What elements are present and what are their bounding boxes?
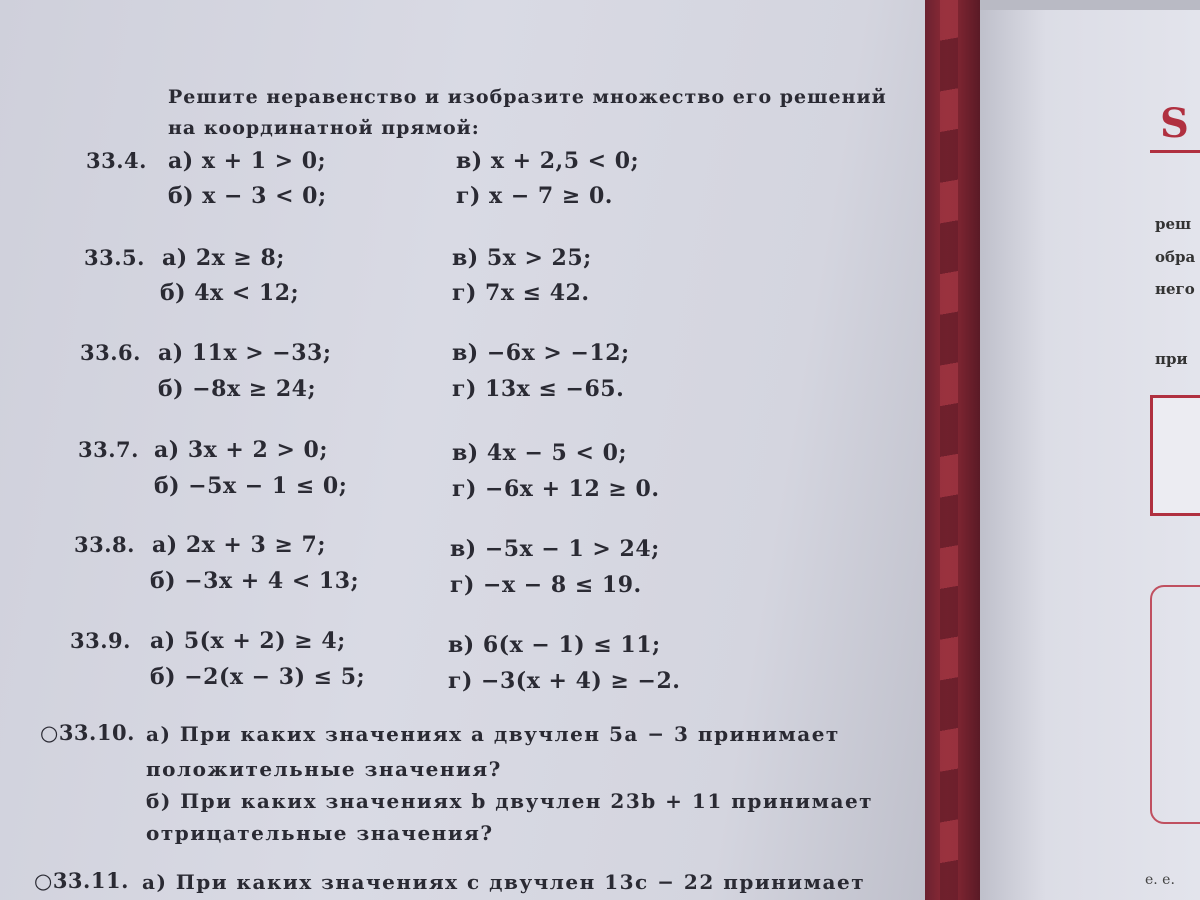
problem-item-a: а) 2x + 3 ≥ 7; [152,532,326,558]
problem-item-a: а) 5(x + 2) ≥ 4; [150,628,346,654]
problem-item-b: б) 4x < 12; [160,280,300,306]
problem-item-b: б) −8x ≥ 24; [158,376,317,402]
problem-item-a: а) 11x > −33; [158,340,332,366]
problem-item-v: в) 5x > 25; [452,245,592,271]
problem-item-b: б) −3x + 4 < 13; [150,568,360,594]
problem-number: 33.8. [74,532,135,557]
problem-item-b: б) −2(x − 3) ≤ 5; [150,664,366,690]
right-page-footer-text: е. е. [1145,872,1175,888]
intro-line-2: на координатной прямой: [168,117,480,139]
bookmark-ribbon [940,0,958,900]
problem-text-line: а) При каких значениях c двучлен 13c − 22 принимает [142,870,866,894]
problem-text-line: положительные значения? [146,757,502,781]
problem-item-v: в) x + 2,5 < 0; [456,148,640,174]
right-page-line: него [1155,280,1195,298]
problem-item-g: г) 7x ≤ 42. [452,280,590,306]
problem-text-line: отрицательные значения? [146,821,494,845]
problem-number: 33.6. [80,340,141,365]
problem-item-v: в) 4x − 5 < 0; [452,440,628,466]
problem-text-line: а) При каких значениях a двучлен 5a − 3 принимает [146,722,840,746]
right-page-rule [1150,150,1200,153]
problem-number: ○33.10. [40,720,135,745]
problem-text-line: б) При каких значениях b двучлен 23b + 11 принимает [146,789,874,813]
problem-number: ○33.11. [34,868,129,893]
problem-item-g: г) −6x + 12 ≥ 0. [452,476,660,502]
problem-number: 33.4. [86,148,147,173]
right-page-line: реш [1155,215,1192,233]
problem-item-g: г) 13x ≤ −65. [452,376,625,402]
problem-number: 33.5. [84,245,145,270]
right-page-note-box [1150,585,1200,824]
intro-line-1: Решите неравенство и изобразите множество его решений [168,86,887,108]
right-page-header: S [1160,100,1189,147]
problem-item-g: г) −3(x + 4) ≥ −2. [448,668,681,694]
right-page-line: обра [1155,248,1196,266]
right-page-figure [1150,395,1200,516]
problem-item-v: в) 6(x − 1) ≤ 11; [448,632,661,658]
problem-number: 33.7. [78,437,139,462]
problem-item-b: б) x − 3 < 0; [168,183,327,209]
problem-item-g: г) −x − 8 ≤ 19. [450,572,642,598]
problem-item-b: б) −5x − 1 ≤ 0; [154,473,348,499]
problem-item-v: в) −5x − 1 > 24; [450,536,660,562]
right-page-line: при [1155,350,1188,368]
problem-number: 33.9. [70,628,131,653]
problem-item-v: в) −6x > −12; [452,340,630,366]
problem-item-a: а) 2x ≥ 8; [162,245,285,271]
problem-item-a: а) 3x + 2 > 0; [154,437,328,463]
problem-item-a: а) x + 1 > 0; [168,148,327,174]
problem-item-g: г) x − 7 ≥ 0. [456,183,613,209]
